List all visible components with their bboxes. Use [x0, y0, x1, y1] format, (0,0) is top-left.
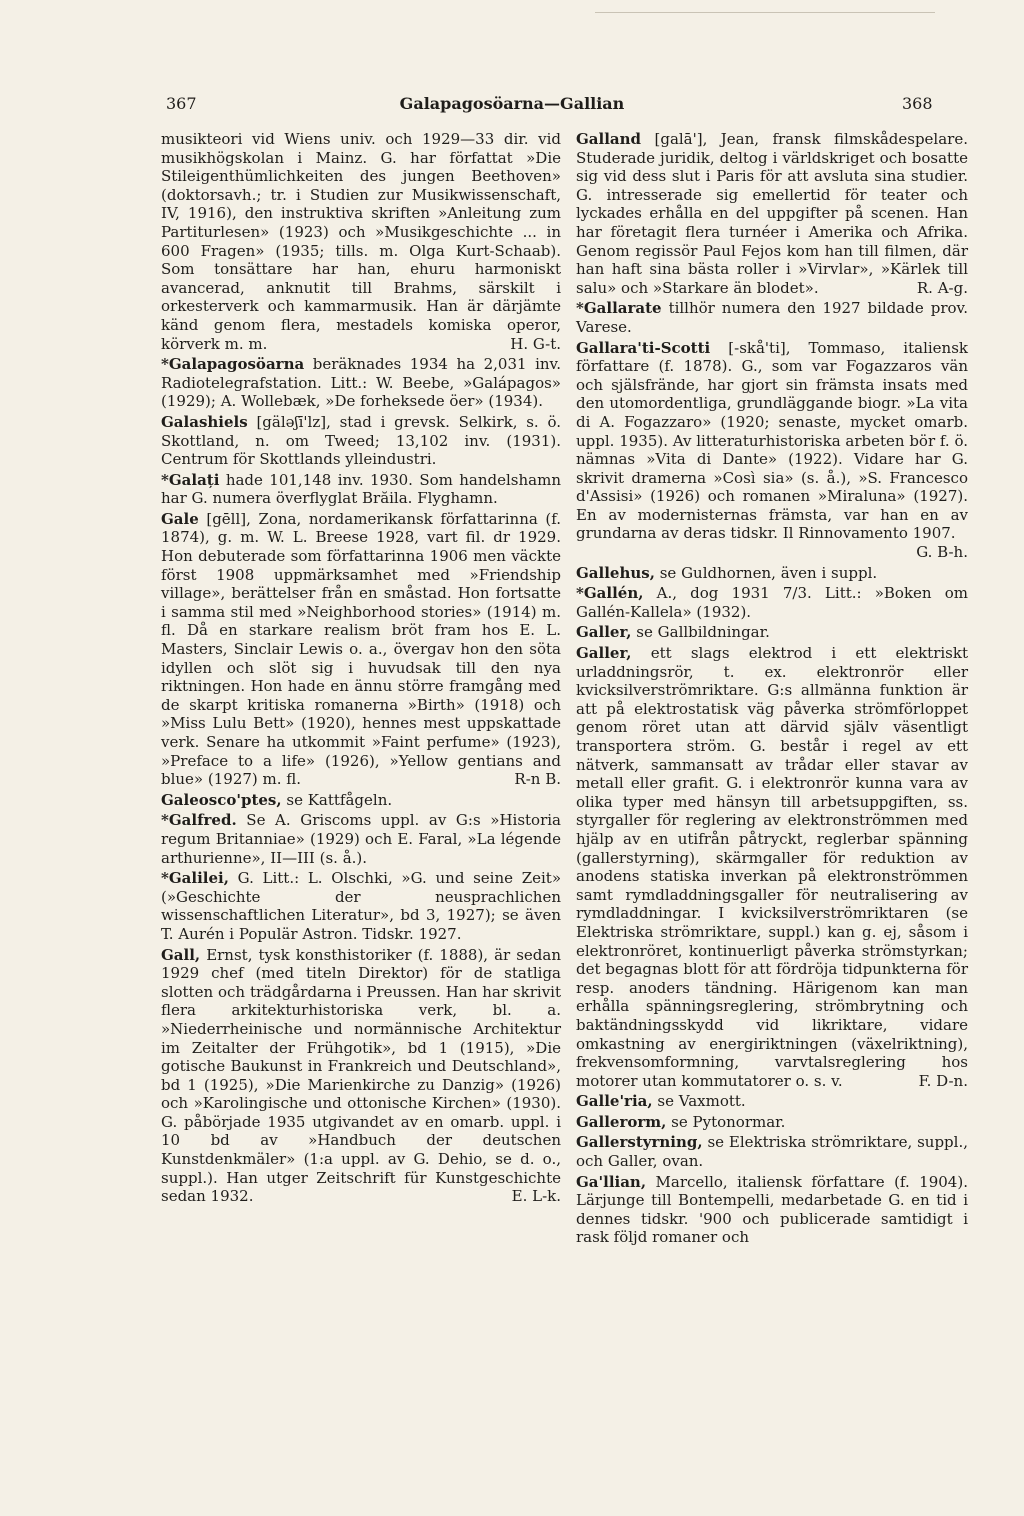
article-text: [galā'], Jean, fransk filmskådespelare. Studerade juridik, deltog i världskriget och bosatte sig vid dess slut i Paris för att avsluta sina studier. G. intresserade sig emellertid för teater och lyckades erhålla en del uppgifter på scenen. Han har företagit flera turnéer i Amerika och Afrika. Genom regissör Paul Fejos kom han till filmen, där han haft sina bästa roller i »Virvlar», »Kärlek till salu» och »Starkare än blodet». [576, 130, 968, 297]
article-headword: Galle'ria, [576, 1092, 653, 1111]
article-entry [161, 130, 561, 353]
article-headword: Gallerstyrning, [576, 1133, 703, 1152]
article-entry [576, 1113, 968, 1132]
article-headword: *Galați [161, 470, 220, 489]
article-entry [576, 339, 968, 562]
author-signature: H. G-t. [510, 334, 561, 353]
article-headword: Ga'llian, [576, 1172, 647, 1191]
article-text: se Pytonormar. [671, 1112, 786, 1131]
article-headword: *Galapagosöarna [161, 355, 305, 374]
author-signature: R. A-g. [916, 278, 968, 297]
article-headword: Galler, [576, 623, 632, 642]
article-text: se Kattfågeln. [286, 790, 393, 809]
article-headword: Gale [161, 509, 199, 528]
article-text: Se A. Griscoms uppl. av G:s »Historia regum Britanniae» (1929) och E. Faral, »La légende arthurienne», II—III (s. å.). [161, 811, 561, 867]
article-entry [576, 644, 968, 1090]
page-number-left: 367 [166, 94, 197, 113]
running-title: Galapagosöarna—Gallian [399, 94, 625, 113]
article-text: [-skå'ti], Tommaso, italiensk författare (f. 1878). G., som var Fogazzaros vän och själsfrände, har gjort sin främsta insats med den utomordentliga, grundläggande biogr. »La vita di A. Fogazzaro» (1920; senaste, mycket omarb. uppl. 1935). Av litteraturhistoriska arbeten bör f. ö. nämnas »Vita di Dante» (1922). Vidare har G. skrivit dramerna »Così sia» (s. å.), »S. Francesco d'Assisi» (1926) och romanen »Miraluna» (1927). En av modernisternas främsta, var han en av grundarna av deras tidskr. Il Rinnovamento 1907. [576, 338, 968, 543]
page-number-right: 368 [902, 94, 933, 113]
article-entry [161, 413, 561, 469]
article-text: A., dog 1931 7/3. Litt.: »Boken om Gallén-Kallela» (1932). [576, 584, 968, 621]
article-headword: Galeosco'ptes, [161, 790, 282, 809]
article-entry [576, 623, 968, 642]
article-entry [161, 471, 561, 508]
article-text: beräknades 1934 ha 2,031 inv. Radiotelegrafstation. Litt.: W. Beebe, »Galápagos» (1929); A. Wollebæk, »De forheksede öer» (1934). [161, 355, 561, 411]
article-entry [576, 584, 968, 621]
top-edge-line [595, 12, 935, 13]
left-column [161, 130, 561, 1208]
article-text: [gäləʃī'lz], stad i grevsk. Selkirk, s. ö. Skottland, n. om Tweed; 13,102 inv. (1931). Centrum för Skottlands ylleindustri. [161, 412, 561, 469]
article-entry [161, 811, 561, 867]
article-headword: *Galilei, [161, 869, 229, 888]
article-entry [576, 1092, 968, 1111]
article-entry [576, 564, 968, 583]
article-entry [161, 946, 561, 1206]
article-text: se Guldhornen, även i suppl. [659, 563, 878, 582]
article-headword: Gallerorm, [576, 1112, 667, 1131]
article-headword: *Galfred. [161, 811, 237, 830]
article-headword: Gallara'ti-Scotti [576, 338, 711, 357]
author-signature: R-n B. [514, 770, 561, 789]
article-headword: Gallehus, [576, 563, 655, 582]
article-headword: Galland [576, 130, 642, 148]
article-text: tillhör numera den 1927 bildade prov. Varese. [576, 299, 968, 336]
article-text: [gēll], Zona, nordamerikansk författarinna (f. 1874), g. m. W. L. Breese 1928, vart fil. dr 1929. Hon debuterade som författarinna 1906 men väckte först 1908 uppmärksamhet med »Friendship village», berättelser från en småstad. Hon fortsatte i samma stil med »Neighborhood stories» (1914) m. fl. Då en starkare realism bröt fram hos E. L. Masters, Sinclair Lewis o. a., övergav hon den söta idyllen och slöt sig i huvudsak till den nya riktningen. Hon hade en ännu större framgång med de skarpt kritiska romanerna »Birth» (1918) och »Miss Lulu Bett» (1920), hennes mest uppskattade verk. Senare ha utkommit »Faint perfume» (1923), »Preface to a life» (1926), »Yellow gentians and blue» (1927) m. fl. [161, 509, 561, 789]
article-text: hade 101,148 inv. 1930. Som handelshamn har G. numera överflyglat Brăila. Flyghamn. [161, 470, 561, 508]
article-headword: Gall, [161, 945, 201, 964]
article-entry [576, 1173, 968, 1247]
article-text: Ernst, tysk konsthistoriker (f. 1888), är sedan 1929 chef (med titeln Direktor) för de statliga slotten och trädgårdarna i Preussen. Han har skrivit flera arkitekturhistoriska verk, bl. a. »Niederrheinische und normännische Architektur im Zeitalter der Frühgotik», bd 1 (1915), »Die gotische Baukunst in Frankreich und Deutschland», bd 1 (1925), »Die Marienkirche zu Danzig» (1926) och »Karolingische und ottonische Kirchen» (1930). G. påbörjade 1935 utgivandet av en omarb. uppl. i 10 bd av »Handbuch der deutschen Kunstdenkmäler» (1:a uppl. av G. Dehio, se d. o., suppl.). Han utger Zeitschrift für Kunstgeschichte sedan 1932. [161, 945, 561, 1206]
article-text: G. Litt.: L. Olschki, »G. und seine Zeit» (»Geschichte der neusprachlichen wissenschaftlichen Literatur», bd 3, 1927); se även T. Aurén i Populär Astron. Tidskr. 1927. [161, 869, 561, 943]
article-text: se Vaxmott. [657, 1092, 746, 1111]
article-headword: Galashiels [161, 412, 248, 431]
article-headword: Galler, [576, 644, 632, 663]
article-entry [161, 791, 561, 810]
article-text: Marcello, italiensk författare (f. 1904). Lärjunge till Bontempelli, medarbetade G. en tid i dennes tidskr. '900 och publicerade samtidigt i rask följd romaner och [576, 1172, 968, 1247]
article-entry [161, 869, 561, 943]
right-column [576, 130, 968, 1249]
article-text: se Gallbildningar. [636, 623, 770, 642]
article-entry [161, 510, 561, 789]
article-entry [576, 1133, 968, 1170]
author-signature: G. B-h. [916, 543, 968, 562]
article-text: ett slags elektrod i ett elektriskt urladdningsrör, t. ex. elektronrör eller kvicksilverströmriktare. G:s allmänna funktion är att på elektrostatisk väg påverka strömförloppet genom röret utan att därvid själv väsentligt transportera ström. G. består i regel av ett nätverk, sammansatt av trådar eller stavar av metall eller grafit. G. i elektronrör kunna vara av olika typer med hänsyn till arbetsuppgiften, ss. styrgaller för reglering av elektronströmmen med hjälp av en utifrån påtryckt, reglerbar spänning (gallerstyrning), skärmgaller för reduktion av anodens statiska inverkan på elektronströmmen samt rymdladdningsgaller för neutralisering av rymdladdningar. I kvicksilverströmriktaren (se Elektriska strömriktare, suppl.) kan g. ej, såsom i elektronröret, kontinuerligt påverka strömstyrkan; det begagnas blott för att fördröja tidpunkterna för resp. anoders tändning. Härigenom kan man erhålla spänningsreglering, strömbrytning och baktändningsskydd vid likriktare, vidare omkastning av energiriktningen (växelriktning), frekvensomformning, varvtalsreglering hos motorer utan kommutatorer o. s. v. [576, 644, 968, 1090]
article-entry [161, 355, 561, 411]
article-text: se Elektriska strömriktare, suppl., och Galler, ovan. [576, 1133, 968, 1171]
article-text: musikteori vid Wiens univ. och 1929—33 dir. vid musikhögskolan i Mainz. G. har författat »Die Stileigenthümlichkeiten des jungen Beethoven» (doktorsavh.; tr. i Studien zur Musikwissenschaft, IV, 1916), den instruktiva skriften »Anleitung zum Partiturlesen» (1923) och »Musikgeschichte ... in 600 Fragen» (1935; tills. m. Olga Kurt-Schaab). Som tonsättare har han, ehuru harmoniskt avancerad, anknutit till Brahms, särskilt i orkesterverk och kammarmusik. Han är därjämte känd genom flera, mestadels komiska operor, körverk m. m. [161, 130, 561, 353]
author-signature: E. L-k. [511, 1187, 561, 1206]
author-signature: F. D-n. [918, 1071, 968, 1090]
article-headword: *Gallén, [576, 584, 644, 603]
article-entry [576, 299, 968, 336]
article-headword: *Gallarate [576, 299, 662, 318]
article-entry [576, 130, 968, 297]
